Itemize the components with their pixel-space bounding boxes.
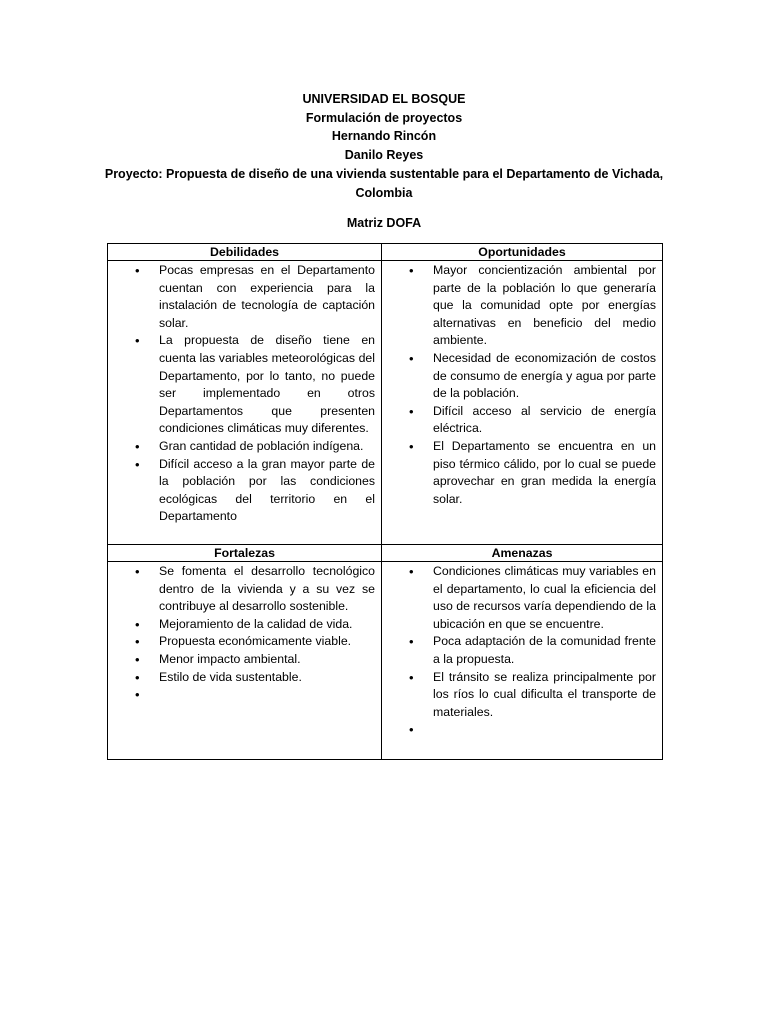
dofa-matrix-table [107, 243, 663, 760]
list-item: • El tránsito se realiza principalmente por los ríos lo cual dificulta el transporte de materiales. [382, 669, 656, 722]
project-title-line-1: Proyecto: Propuesta de diseño de una vivienda sustentable para el Departamento de Vichada, [104, 166, 664, 181]
list-item: • Poca adaptación de la comunidad frente a la propuesta. [382, 633, 656, 668]
list-item [382, 721, 656, 739]
list-item: • Condiciones climáticas muy variables en el departamento, lo cual la eficiencia del uso de recursos varía dependiendo de la ubicación en que se encuentre. [382, 563, 656, 633]
oportunidades-cell [382, 261, 663, 545]
list-item: • Menor impacto ambiental. [108, 651, 375, 669]
fortalezas-cell [108, 562, 382, 760]
oportunidades-list [382, 262, 656, 508]
debilidades-cell [108, 261, 382, 545]
amenazas-list [382, 563, 656, 739]
list-item [108, 686, 375, 704]
list-item: • El Departamento se encuentra en un piso térmico cálido, por lo cual se puede aprovechar en gran medida la energía solar. [382, 438, 656, 508]
table-header-row [108, 545, 663, 562]
list-item: • Se fomenta el desarrollo tecnológico dentro de la vivienda y a su vez se contribuye al desarrollo sostenible. [108, 563, 375, 616]
university-name: UNIVERSIDAD EL BOSQUE [302, 92, 466, 106]
table-header-row [108, 244, 663, 261]
project-title-line-2: Colombia [355, 185, 413, 200]
debilidades-list [108, 262, 375, 526]
table-row [108, 562, 663, 760]
list-item: • Propuesta económicamente viable. [108, 633, 375, 651]
document-header [100, 90, 668, 202]
amenazas-cell [382, 562, 663, 760]
list-item: • Necesidad de economización de costos de consumo de energía y agua por parte de la población. [382, 350, 656, 403]
list-item: • Difícil acceso a la gran mayor parte de la población por las condiciones ecológicas del territorio en el Departamento [108, 456, 375, 526]
author-1: Hernando Rincón [331, 129, 437, 144]
list-item: • La propuesta de diseño tiene en cuenta las variables meteorológicas del Departamento, por lo tanto, no puede ser implementado en otros Departamentos que presenten condiciones climáticas muy diferentes. [108, 332, 375, 438]
amenazas-heading: Amenazas [382, 545, 663, 562]
list-item: • Mayor concientización ambiental por parte de la población lo que generaría que la comunidad opte por energías alternativas en beneficio del medio ambiente. [382, 262, 656, 350]
author-2: Danilo Reyes [344, 148, 424, 163]
fortalezas-list [108, 563, 375, 704]
list-item: • Gran cantidad de población indígena. [108, 438, 375, 456]
debilidades-heading: Debilidades [108, 244, 382, 261]
list-item: • Pocas empresas en el Departamento cuentan con experiencia para la instalación de tecnología de captación solar. [108, 262, 375, 332]
list-item: • Estilo de vida sustentable. [108, 669, 375, 687]
list-item: • Difícil acceso al servicio de energía eléctrica. [382, 403, 656, 438]
matrix-title: Matriz DOFA [346, 216, 422, 230]
list-item: • Mejoramiento de la calidad de vida. [108, 616, 375, 634]
oportunidades-heading: Oportunidades [382, 244, 663, 261]
fortalezas-heading: Fortalezas [108, 545, 382, 562]
table-row [108, 261, 663, 545]
course-name: Formulación de proyectos [305, 110, 463, 125]
